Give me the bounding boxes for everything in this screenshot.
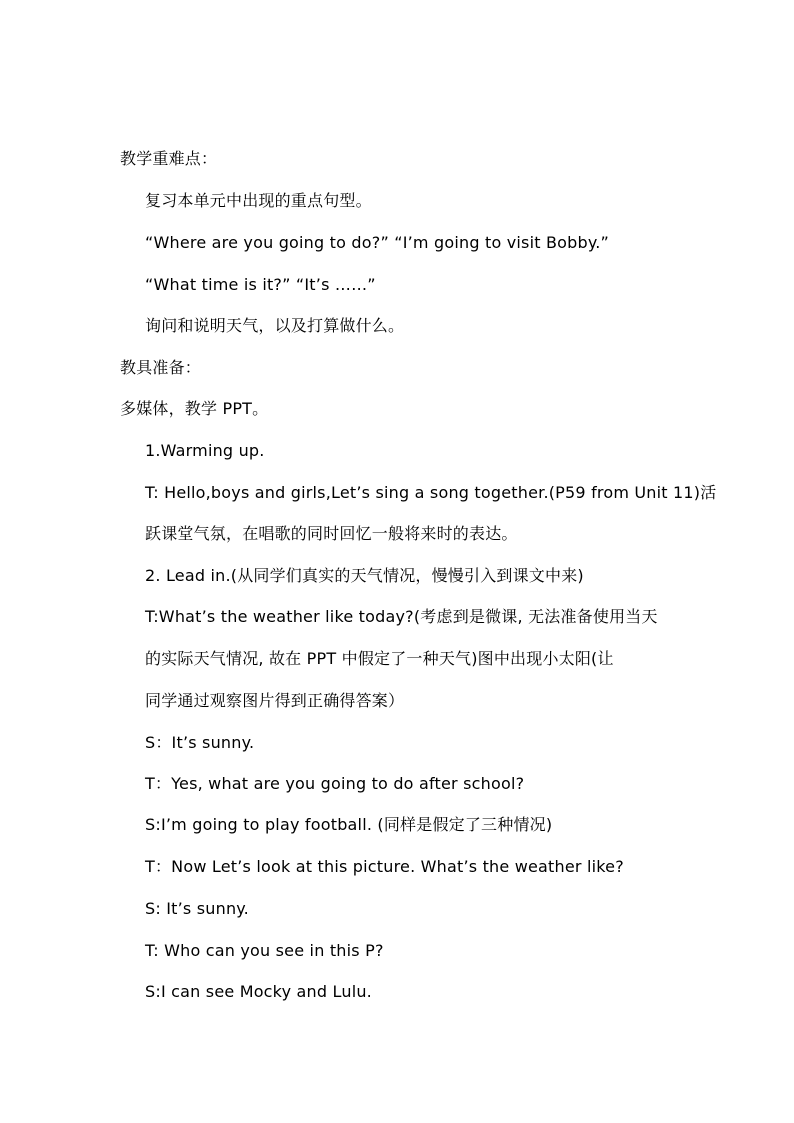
text-line: T: Hello,boys and girls,Let’s sing a song together.(P59 from Unit 11)活 (145, 483, 717, 502)
step-heading-warming-up: 1.Warming up. (145, 441, 265, 460)
text-line: T:What’s the weather like today?(考虑到是微课, 无法准备使用当天 (145, 607, 658, 626)
dialogue-line: S：It’s sunny. (145, 733, 255, 752)
dialogue-line: S:I’m going to play football. (同样是假定了三种情况) (145, 815, 553, 834)
text-line: 多媒体，教学 PPT。 (120, 399, 269, 418)
dialogue-line: T：Now Let’s look at this picture. What’s the weather like? (145, 857, 624, 876)
section-heading-key-points: 教学重难点： (120, 149, 218, 168)
text-line: 询问和说明天气，以及打算做什么。 (145, 316, 405, 335)
dialogue-line: S:I can see Mocky and Lulu. (145, 982, 372, 1001)
step-heading-lead-in: 2. Lead in.(从同学们真实的天气情况，慢慢引入到课文中来) (145, 566, 584, 585)
dialogue-line: S: It’s sunny. (145, 899, 249, 918)
text-line: 的实际天气情况, 故在 PPT 中假定了一种天气)图中出现小太阳(让 (145, 649, 614, 668)
dialogue-line: T：Yes, what are you going to do after school? (145, 774, 525, 793)
section-heading-materials: 教具准备： (120, 358, 202, 377)
text-line: “Where are you going to do?” “I’m going to visit Bobby.” (145, 233, 610, 252)
text-line: 同学通过观察图片得到正确得答案） (145, 691, 405, 710)
dialogue-line: T: Who can you see in this P? (145, 941, 384, 960)
text-line: 跃课堂气氛，在唱歌的同时回忆一般将来时的表达。 (145, 524, 518, 543)
text-line: “What time is it?” “It’s ……” (145, 275, 376, 294)
text-line: 复习本单元中出现的重点句型。 (145, 191, 372, 210)
